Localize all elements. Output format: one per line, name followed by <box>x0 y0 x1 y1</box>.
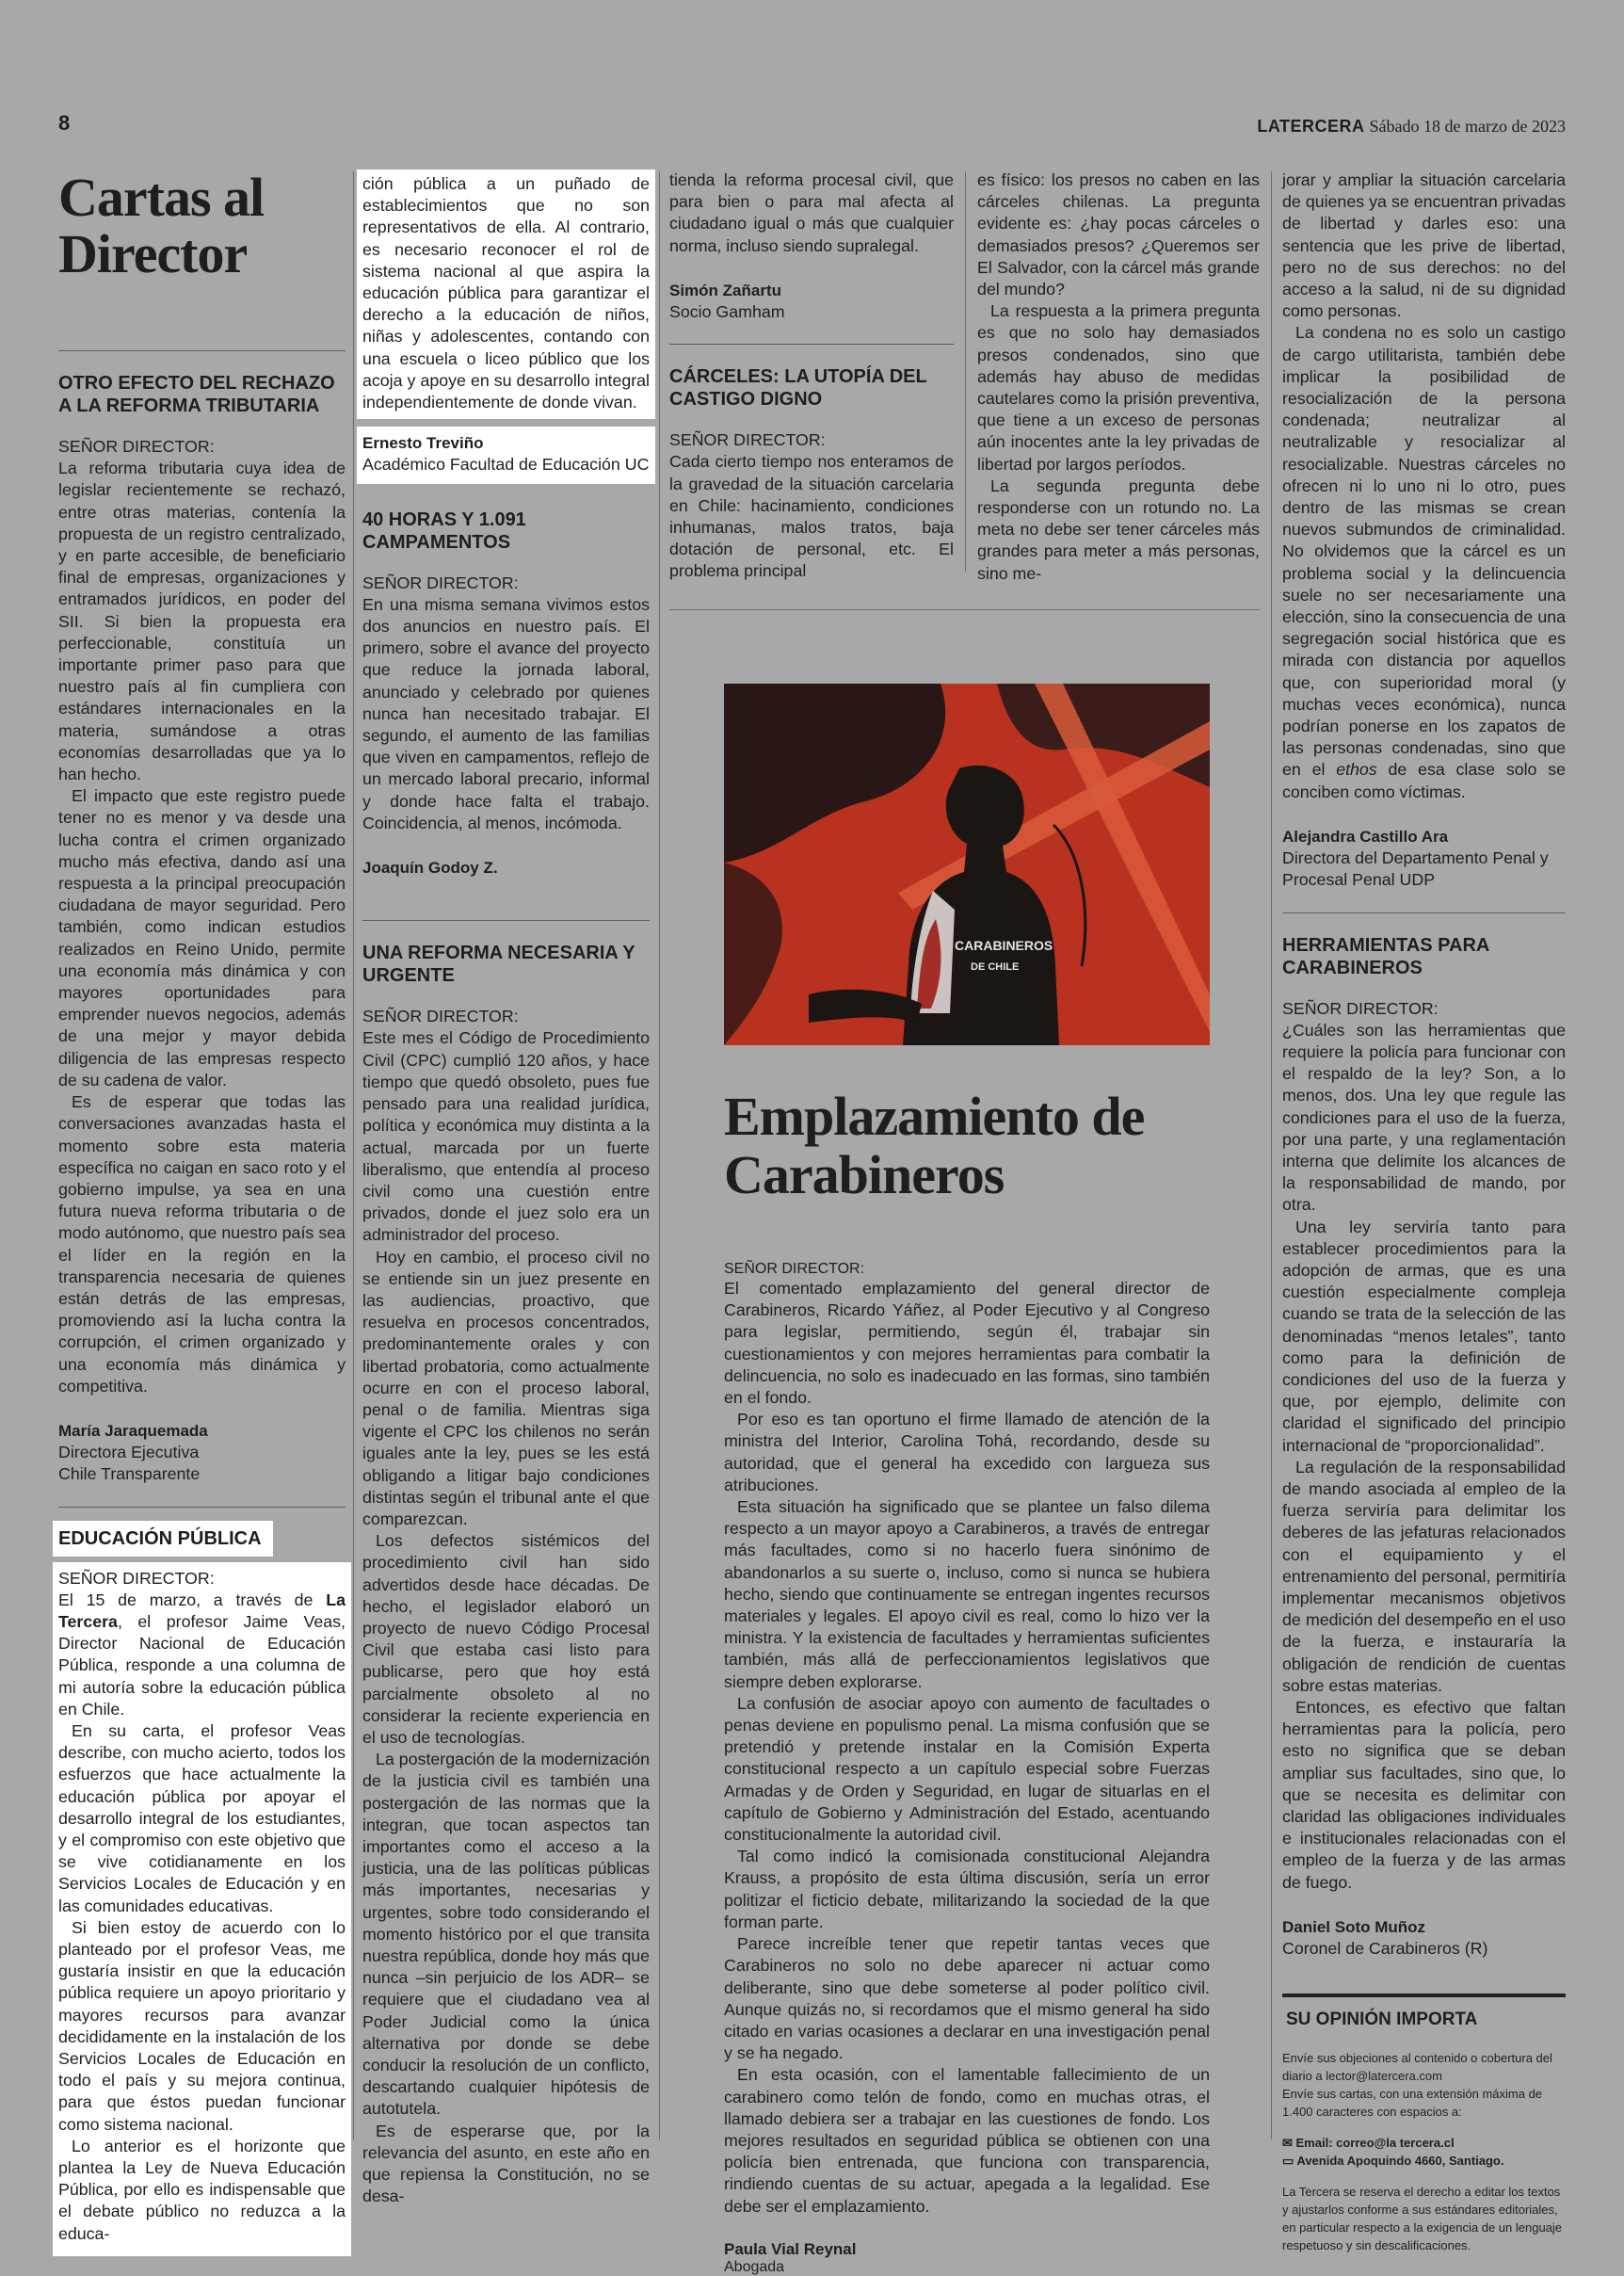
letter-paragraph: Por eso es tan oportuno el firme llamado de atención de la ministra del Interior, Carolina Tohá, recordando, desde su autoridad, que el general ha excedido con largueza sus atribuciones. <box>724 1410 1210 1494</box>
salutation: SEÑOR DIRECTOR: <box>362 1007 519 1026</box>
divider <box>58 1507 346 1508</box>
letter-paragraph: En una misma semana vivimos estos dos anuncios en nuestro país. El primero, sobre el avance del proyecto que reduce la jornada laboral, anunciado y celebrado por quienes nunca han necesitado trabajar. El segundo, el aumento de las familias que viven en campamentos, reflejo de un mercado laboral precario, informal y donde hace falta el trabajo. Coincidencia, al menos, incómoda. <box>362 594 650 832</box>
letter-paragraph: Esta situación ha significado que se plantee un falso dilema respecto a un mayor apoyo a Carabineros, a través de entregar más facultades, como si no hacerlo fuera sinónimo de abandonarlos a su suerte o, incluso, como si nunca se hubiera hecho, siendo que continuamente se entregan ingentes recursos materiales y legales. El apoyo civil es real, como lo hizo ver la ministra. Y la existencia de facultades y herramientas suficientes también, más allá de perfeccionamientos legislativos que siempre deben explorarse. <box>724 1497 1210 1691</box>
letter-paragraph: La segunda pregunta debe responderse con un rotundo no. La meta no debe ser tener cárceles más grandes para meter a más personas, sino me- <box>977 476 1260 583</box>
letter-headline: CÁRCELES: LA UTOPÍA DEL CASTIGO DIGNO <box>669 366 927 411</box>
letter-paragraph: Una ley serviría tanto para establecer procedimientos para la adopción de armas, que es una cuestión especialmente compleja cuando se trata de la selección de las denominadas “menos letales”, tanto como para la definición de condiciones del uso de la fuerza y que, por ejemplo, delimite con claridad el significado del principio internacional de “proporcionalidad”. <box>1282 1217 1566 1455</box>
letter-headline-box <box>53 1521 273 1557</box>
police-illustration <box>724 684 1210 1045</box>
column-1 <box>58 169 346 2256</box>
letter-author: María Jaraquemada <box>58 1421 208 1440</box>
letter-author: Simón Zañartu <box>669 281 782 299</box>
masthead-brand: LATERCERA <box>1257 117 1365 136</box>
page-number: 8 <box>58 111 71 135</box>
column-3 <box>669 169 954 583</box>
opinion-line: Envíe sus cartas, con una extensión máxima de 1.400 caracteres con espacios a: <box>1282 2087 1543 2120</box>
letter-headline: HERRAMIENTAS PARA CARABINEROS <box>1282 934 1489 978</box>
opinion-address: ▭ Avenida Apoquindo 4660, Santiago. <box>1282 2154 1504 2169</box>
column-2 <box>362 169 650 2207</box>
author-role: Directora Ejecutiva <box>58 1443 200 1462</box>
column-divider <box>659 171 660 2139</box>
column-divider <box>1271 171 1272 2139</box>
salutation: SEÑOR DIRECTOR: <box>58 1568 215 1588</box>
letter-paragraph: La regulación de la responsabilidad de mando asociada al empleo de la fuerza serviría para delimitar los deberes de las jefaturas relacionados con el equipamiento y el entrenamiento del personal, permitiría implementar mecanismos objetivos de medición del desempeño en el uso de la fuerza, e instauraría la obligación de rendición de cuentas sobre estas materias. <box>1282 1457 1566 1695</box>
salutation: SEÑOR DIRECTOR: <box>1282 998 1439 1018</box>
letter-paragraph: El comentado emplazamiento del general director de Carabineros, Ricardo Yáñez, al Poder Ejecutivo y al Congreso para legislar, permitiendo, según él, trabajar sin cuestionamientos y con mejores herramientas para combatir la delincuencia, no solo es inadecuado en las formas, sino también en el fondo. <box>724 1279 1210 1408</box>
author-organization: Procesal Penal UDP <box>1282 870 1436 890</box>
letter-paragraph: La respuesta a la primera pregunta es que no solo hay demasiados presos condenados, sino que además hay abuso de medidas cautelares como la prisión preventiva, que tiene a un exceso de personas aún inocentes ante la ley privadas de libertad por largos períodos. <box>977 301 1260 474</box>
letter-paragraph: En su carta, el profesor Veas describe, con mucho acierto, todos los esfuerzos que hace actualmente la educación pública por apoyar el desarrollo integral de los estudiantes, y el compromiso con este objetivo que se vive cotidianamente en los Servicios Locales de Educación y en las comunidades educativas. <box>58 1720 346 1915</box>
author-role: Socio Gamham <box>669 302 785 322</box>
letter-paragraph: ¿Cuáles son las herramientas que requiere la policía para funcionar con el respaldo de la ley? Son, a lo menos, dos. Una ley que regule las condiciones para el uso de la fuerza, por una parte, y una reglamentación interna que delimite los alcances de la responsabilidad de mando, por otra. <box>1282 1020 1566 1215</box>
divider <box>58 350 346 351</box>
letter-paragraph: La postergación de la modernización de la justicia civil es también una postergación de las normas que la integran, que tocan aspectos tan importantes como el acceso a la justicia, una de las políticas públicas más importantes, necesarias y urgentes, sobre todo considerando el momento histórico por el que transita nuestra república, donde hoy más que nunca –sin perjuicio de los ADR– se requiere que el ciudadano vea al Poder Judicial como la única alternativa por donde se debe conducir la resolución de un conflicto, descartando cualquier hipótesis de autotutela. <box>362 1750 650 2119</box>
letter-headline: OTRO EFECTO DEL RECHAZO A LA REFORMA TRIBUTARIA <box>58 373 335 416</box>
mail-icon: ✉ <box>1282 2136 1296 2151</box>
divider <box>362 920 650 921</box>
letter-paragraph: Hoy en cambio, el proceso civil no se entiende sin un juez presente en las audiencias, proactivo, que resuelva en procesos concentrados, predominantemente orales y con libertad probatoria, como actualmente ocurre en con el proceso laboral, penal o de familia. Mientras siga vigente el CPC los chilenos no serán iguales ante la ley, pues se les está obligando a litigar bajo condiciones distintas según el tribunal ante el que comparezcan. <box>362 1247 650 1528</box>
salutation: SEÑOR DIRECTOR: <box>362 573 519 592</box>
art-text-chile: DE CHILE <box>971 961 1020 973</box>
letter-paragraph: Si bien estoy de acuerdo con lo planteado por el profesor Veas, me gustaría insistir en que la educación pública requiere un apoyo prioritario y mayores recursos para avanzar decididamente en la instalación de los Servicios Locales de Educación en todo el país y su mejora continua, para que éstos puedan funcionar como sistema nacional. <box>58 1917 346 2134</box>
opinion-title: SU OPINIÓN IMPORTA <box>1286 2010 1478 2030</box>
feature-title: Emplazamiento de Carabineros <box>724 1086 1145 1205</box>
divider <box>669 344 954 345</box>
letter-author: Ernesto Treviño <box>362 434 484 453</box>
letter-paragraph: ción pública a un puñado de establecimientos que no son representativos de ella. Al contrario, es necesario reconocer el rol de sistema nacional al que aspira la educación pública para garantizar el derecho a la educación de niños, niñas y adolescentes, contando con una escuela o liceo público que los acoja y apoye en su desarrollo integral independientemente de donde vivan. <box>362 174 650 412</box>
letter-paragraph: Los defectos sistémicos del procedimiento civil han sido advertidos desde hace décadas. De hecho, el legislador elaboró un proyecto de nuevo Código Procesal Civil que estaba casi listo para publicarse, pero que hoy está parcialmente obsoleto al no considerar la reciente experiencia en el uso de tecnologías. <box>362 1531 650 1747</box>
author-organization: Chile Transparente <box>58 1464 201 1484</box>
letter-signature-box <box>357 427 655 483</box>
letter-author: Alejandra Castillo Ara <box>1282 827 1449 846</box>
opinion-email: ✉ Email: correo@la tercera.cl <box>1282 2136 1455 2151</box>
mailbox-icon: ▭ <box>1282 2154 1297 2169</box>
letter-paragraph: tienda la reforma procesal civil, que para bien o para mal afecta al ciudadano igual o más que cualquier norma, incluso siendo supralegal. <box>669 170 954 255</box>
letter-headline: EDUCACIÓN PÚBLICA <box>58 1527 262 1549</box>
letter-paragraph: Lo anterior es el horizonte que plantea la Ley de Nueva Educación Pública, por ello es indispensable que el debate público no reduzca a la educa- <box>58 2136 346 2243</box>
letter-paragraph: jorar y ampliar la situación carcelaria de quienes ya se encuentran privadas de libertad y darles eso: una sentencia que les prive de libertad, pero no de sus derechos: no del acceso a la salud, ni de su dignidad como personas. <box>1282 170 1566 321</box>
masthead <box>1257 117 1566 137</box>
letter-paragraph: Tal como indicó la comisionada constitucional Alejandra Krauss, a propósito de esta última discusión, sería un error politizar el ficticio debate, militarizando la sociedad de la que forman parte. <box>724 1847 1210 1931</box>
salutation: SEÑOR DIRECTOR: <box>724 1261 865 1277</box>
column-5 <box>1282 169 1566 2254</box>
masthead-date: Sábado 18 de marzo de 2023 <box>1369 117 1566 136</box>
letter-headline: 40 HORAS Y 1.091 CAMPAMENTOS <box>362 508 526 553</box>
author-role: Académico Facultad de Educación UC <box>362 455 650 475</box>
letter-police-tools <box>1282 934 1566 1961</box>
letter-paragraph: Cada cierto tiempo nos enteramos de la gravedad de la situación carcelaria en Chile: hacinamiento, condiciones inhumanas, malos tratos, baja dotación de personal, etc. El problema principal <box>669 452 954 581</box>
author-role: Directora del Departamento Penal y <box>1282 848 1549 868</box>
letter-paragraph: Es de esperarse que, por la relevancia del asunto, en este año en que repiensa la Constitución, no se desa- <box>362 2121 650 2206</box>
section-title: Cartas al Director <box>58 167 265 284</box>
column-4 <box>977 169 1260 585</box>
letter-paragraph: La condena no es solo un castigo de cargo utilitarista, también debe implicar la posibilidad de resocialización de la persona condenada; neutralizar al neutralizable y resocializar al resocializable. Nuestras cárceles no ofrecen ni lo uno ni lo otro, pues dentro de las mismas se crean nuevos submundos de criminalidad. No olvidemos que la cárcel es un problema social y la delincuencia suele no ser necesariamente una elección, sino la consecuencia de una segregación social histórica que es mirada con distancia por aquellos que, con superioridad moral (y muchas veces económica), nunca podrían ponerse en los zapatos de las personas condenadas, sino que en el ethos de esa clase solo se conciben como víctimas. <box>1282 323 1567 801</box>
author-role: Coronel de Carabineros (R) <box>1282 1939 1488 1959</box>
letter-continuation <box>357 169 655 419</box>
divider <box>1282 1994 1566 1997</box>
letter-40-hours <box>362 508 650 880</box>
letter-paragraph: La confusión de asociar apoyo con aumento de facultades o penas deviene en populismo penal. La misma confusión que se pretendió y pretende instalar en la Comisión Experta constitucional respecto a un capítulo especial sobre Fuerzas Armadas y de Orden y Seguridad, en lugar de situarlas en el capítulo de Gobierno y Administración del Estado, acentuando constitucionalmente la autoridad civil. <box>724 1693 1210 1845</box>
letter-paragraph: El impacto que este registro puede tener no es menor y va desde una lucha contra el crimen organizado mucho más efectiva, dando así una respuesta a la principal preocupación ciudadana de mayor seguridad. Pero también, como indican estudios realizados en Reino Unido, permite una economía más dinámica y con mayores oportunidades para emprender nuevos negocios, además de una mejor y mayor debida diligencia de las empresas respecto de su cadena de valor. <box>58 786 346 1090</box>
your-opinion-box <box>1282 2010 1566 2254</box>
letter-tax-reform <box>58 372 346 1486</box>
letter-paragraph: es físico: los presos no caben en las cárceles chilenas. La pregunta evidente es: ¿hay pocas cárceles o demasiados presos? ¿Queremos ser El Salvador, con la cárcel más grande del mundo? <box>977 170 1260 299</box>
divider <box>1282 912 1566 913</box>
letter-paragraph: Entonces, es efectivo que faltan herramientas para la policía, pero esto no significa que se deban ampliar sus facultades, sino que, lo que se necesita es delimitar con claridad las obligaciones individuales e institucionales relacionadas con el empleo de la fuerza y de las armas de fuego. <box>1282 1698 1566 1892</box>
letter-author: Daniel Soto Muñoz <box>1282 1917 1426 1936</box>
letter-civil-reform <box>362 942 650 2207</box>
opinion-disclaimer: La Tercera se reserva el derecho a editar los textos y ajustarlos conforme a sus estándares editoriales, en particular respecto a la exigencia de un lenguaje respetuoso y sin descalificaciones. <box>1282 2185 1563 2253</box>
letter-paragraph: En esta ocasión, con el lamentable fallecimiento de un carabinero como telón de fondo, como en muchas otras, el llamado debiera ser a trabajar en las cuestiones de fondo. Los mejores resultados en seguridad pública se obtienen con una policía bien entrenada, que funciona con transparencia, rindiendo cuentas de su actuar, apegada a la legalidad. Ese debe ser el emplazamiento. <box>724 2065 1210 2216</box>
letter-paragraph: La reforma tributaria cuya idea de legislar recientemente se rechazó, entre otras materias, contenía la propuesta de un registro centralizado, y en parte accesible, de beneficiario final de empresas, organizaciones y entramados jurídicos, en poder del SII. Si bien la propuesta era perfeccionable, constituía un importante primer paso para que nuestro país al fin cumpliera con estándares internacionales en la materia, sumándose a otras economías desarrolladas que ya lo han hecho. <box>58 459 346 784</box>
salutation: SEÑOR DIRECTOR: <box>58 437 215 456</box>
art-text-carabineros: CARABINEROS <box>955 938 1053 953</box>
feature-letter <box>724 684 1210 2276</box>
letter-public-education <box>53 1562 351 2256</box>
column-divider <box>965 171 966 572</box>
opinion-line: Envíe sus objeciones al contenido o cobertura del diario a lector@latercera.com <box>1282 2051 1552 2084</box>
column-divider <box>353 171 354 2139</box>
letter-paragraph: Parece increíble tener que repetir tantas veces que Carabineros no solo no debe aparecer ni actuar como deliberante, sino que debe someterse al poder político civil. Aunque quizás no, si recordamos que el mismo general ha sido citado en varias ocasiones a declarar en una investigación penal y se ha negado. <box>724 1934 1210 2063</box>
letter-paragraph: El 15 de marzo, a través de La Tercera, el profesor Jaime Veas, Director Nacional de Educación Pública, responde a una columna de mi autoría sobre la educación pública en Chile. <box>58 1590 346 1719</box>
author-role: Abogada <box>724 2258 785 2275</box>
letter-author: Joaquín Godoy Z. <box>362 859 498 878</box>
letter-headline: UNA REFORMA NECESARIA Y URGENTE <box>362 943 635 987</box>
column-divider <box>669 609 1260 610</box>
salutation: SEÑOR DIRECTOR: <box>669 430 826 450</box>
letter-paragraph: Este mes el Código de Procedimiento Civil (CPC) cumplió 120 años, y hace tiempo que quedó obsoleto, pues fue pensado para una realidad jurídica, política y económica muy distinta a la actual, marcada por un fuerte liberalismo, que entendía al proceso civil como una cuestión entre privados, donde el juez solo era un administrador del proceso. <box>362 1028 650 1245</box>
letter-paragraph: Es de esperar que todas las conversaciones avanzadas hasta el momento sobre esta materia específica no caigan en saco roto y el gobierno impulse, ya sea en una futura nueva reforma tributaria o de modo autónomo, que nuestro país sea el líder en la región en la transparencia necesaria de quienes están detrás de las empresas, promoviendo así la lucha contra la corrupción, el crimen organizado y una economía más dinámica y competitiva. <box>58 1092 346 1396</box>
letter-author: Paula Vial Reynal <box>724 2239 857 2258</box>
